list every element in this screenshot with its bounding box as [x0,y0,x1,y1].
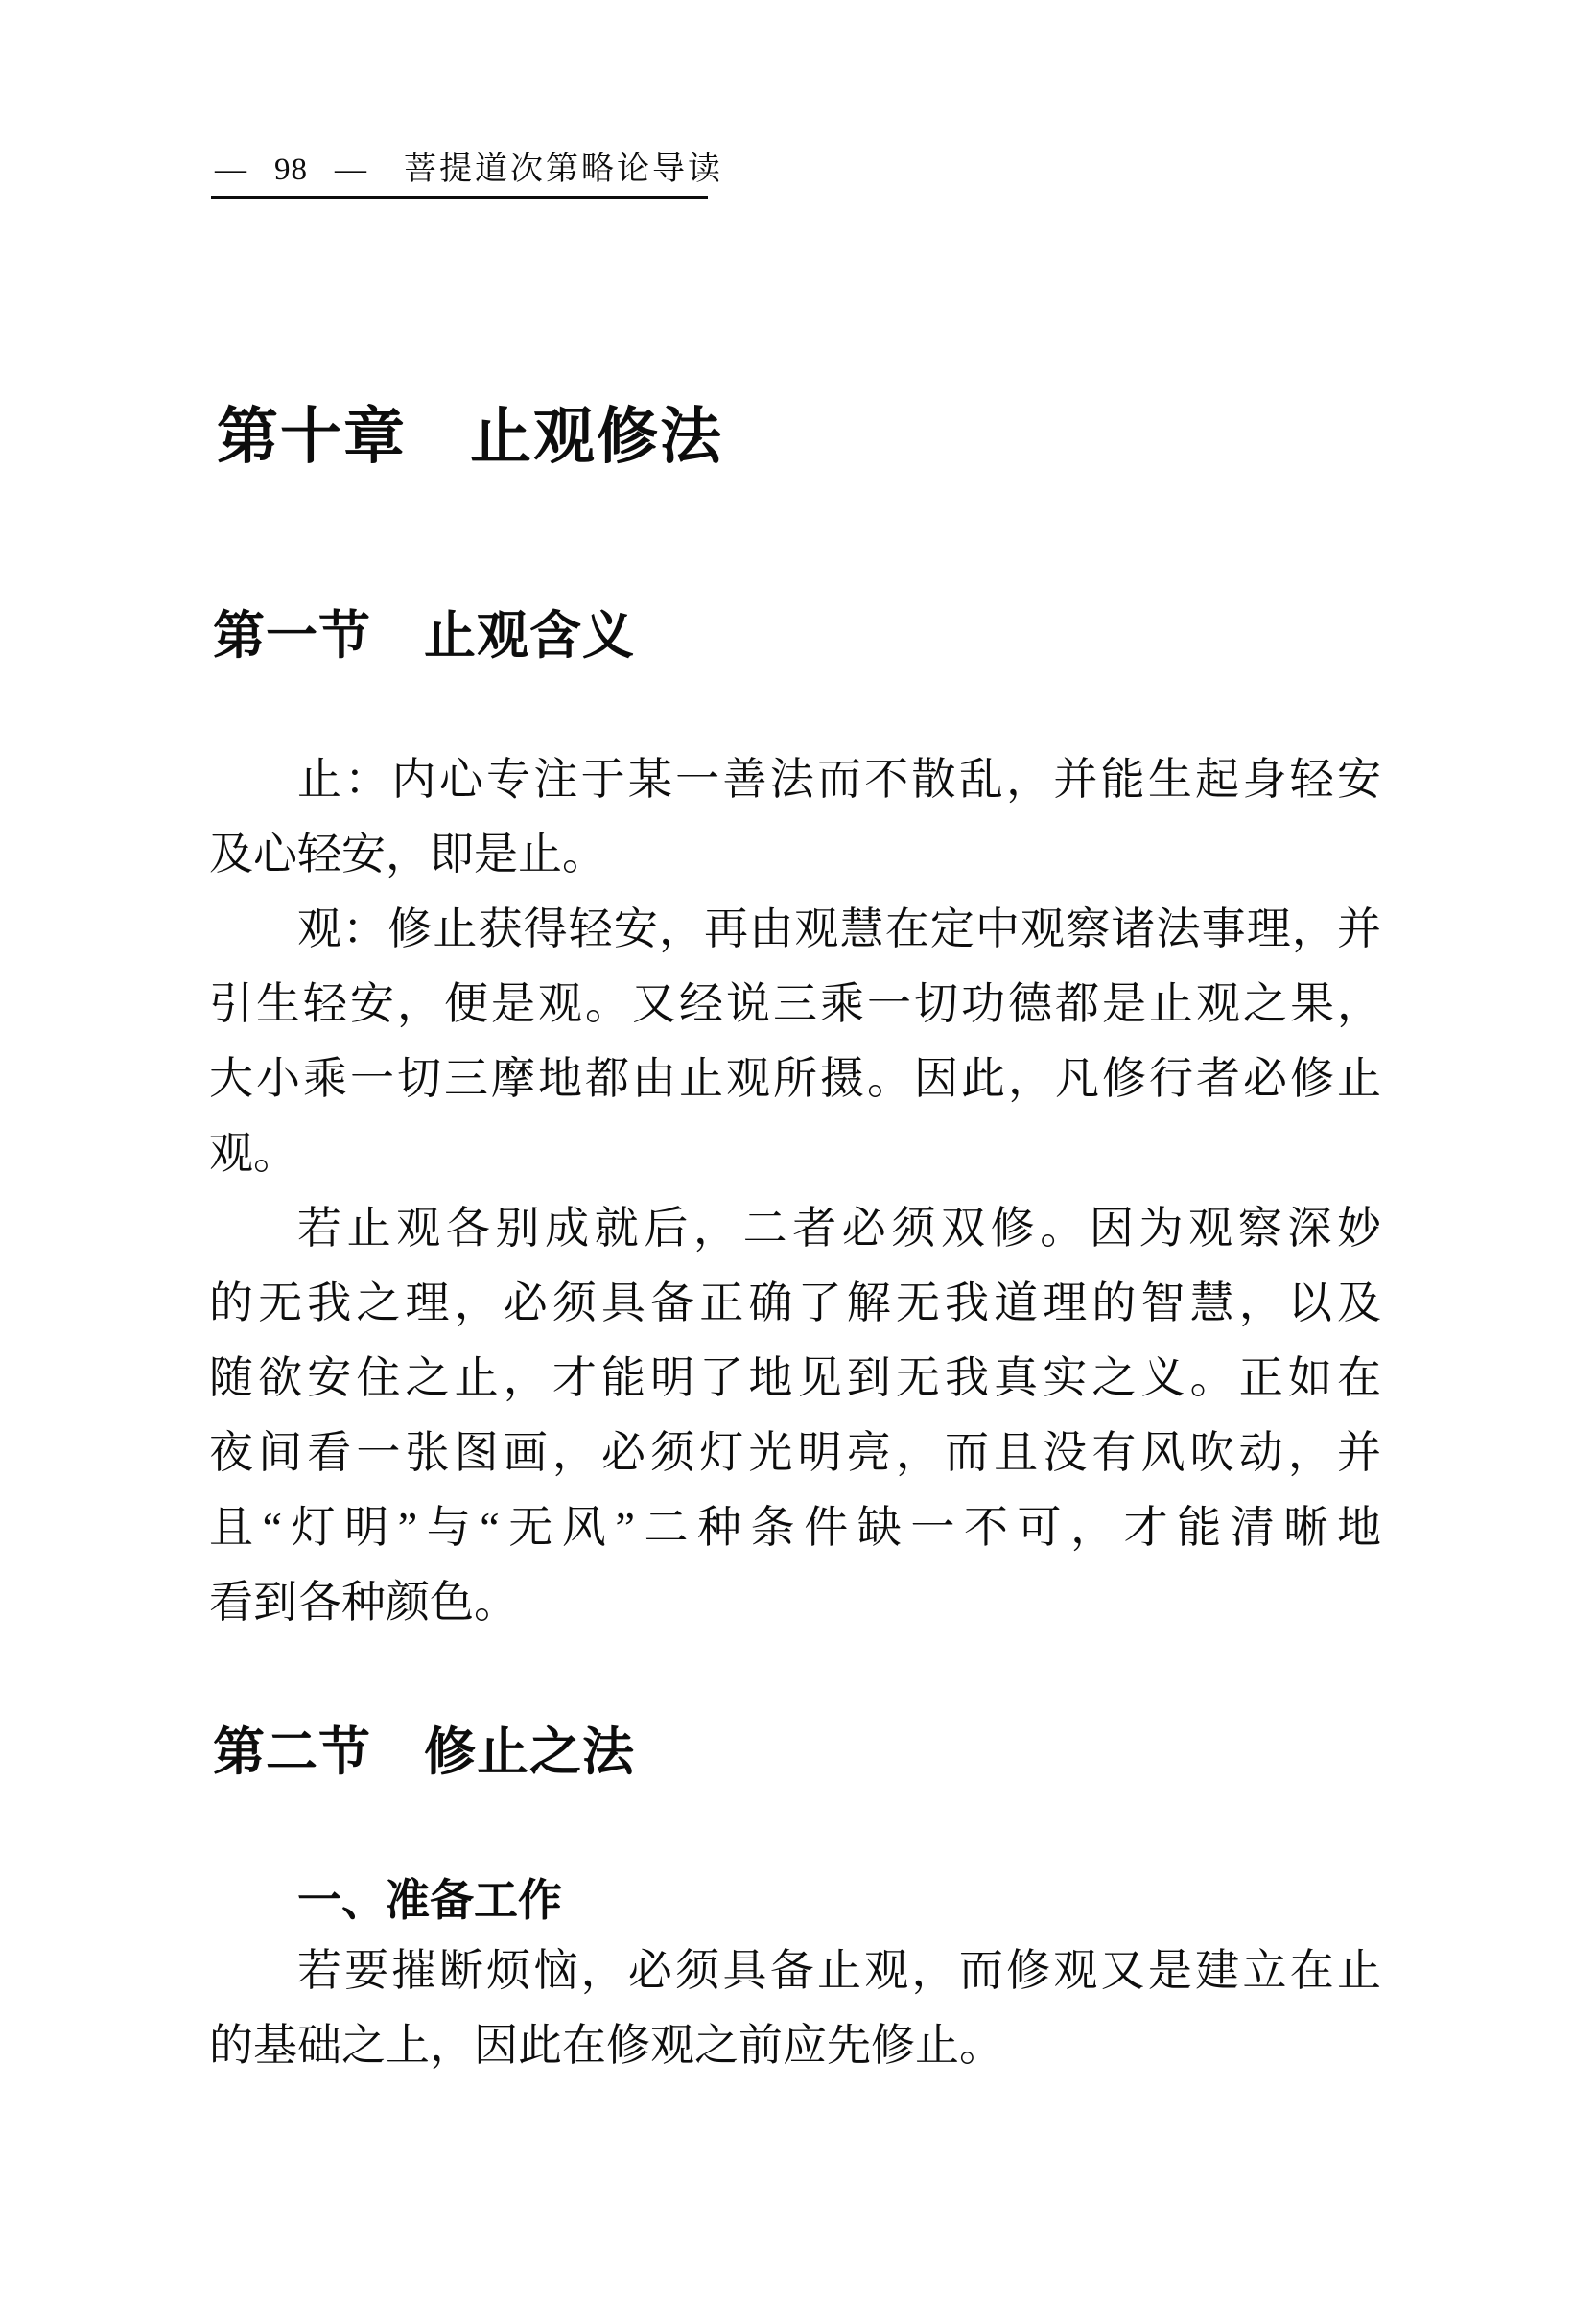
text-line: 的基础之上，因此在修观之前应先修止。 [209,2021,1003,2070]
text-line: 观。 [209,1129,297,1178]
text-line: 且“灯明”与“无风”二种条件缺一不可，才能清晰地 [209,1503,1381,1552]
section-title-2: 第二节 修止之法 [213,1724,635,1781]
subsection-title: 一、准备工作 [297,1875,562,1925]
page-number: 98 [274,152,308,187]
text-line: 若要摧断烦恼，必须具备止观，而修观又是建立在止 [297,1946,1381,1995]
text-line: 观：修止获得轻安，再由观慧在定中观察诸法事理，并 [297,904,1381,953]
body-paragraphs-1 [209,742,1381,1640]
text-line: 大小乘一切三摩地都由止观所摄。因此，凡修行者必修止 [209,1054,1381,1103]
body-paragraphs-2 [209,1934,1381,2083]
chapter-title: 第十章 止观修法 [217,403,723,471]
book-title: 菩提道次第略论导读 [404,152,723,187]
section-title-1: 第一节 止观含义 [213,607,635,665]
header-rule [211,196,708,199]
header-dash-left: — [215,152,247,187]
page-header [215,153,723,186]
text-line: 夜间看一张图画，必须灯光明亮，而且没有风吹动，并 [209,1428,1381,1477]
header-dash-right: — [335,152,367,187]
text-line: 止：内心专注于某一善法而不散乱，并能生起身轻安 [297,755,1381,804]
text-line: 的无我之理，必须具备正确了解无我道理的智慧，以及 [209,1278,1381,1327]
text-line: 引生轻安，便是观。又经说三乘一切功德都是止观之果， [209,979,1381,1028]
text-line: 随欲安住之止，才能明了地见到无我真实之义。正如在 [209,1353,1381,1402]
text-line: 及心轻安，即是止。 [209,830,606,879]
text-line: 看到各种颜色。 [209,1578,518,1627]
text-line: 若止观各别成就后，二者必须双修。因为观察深妙 [297,1204,1381,1253]
